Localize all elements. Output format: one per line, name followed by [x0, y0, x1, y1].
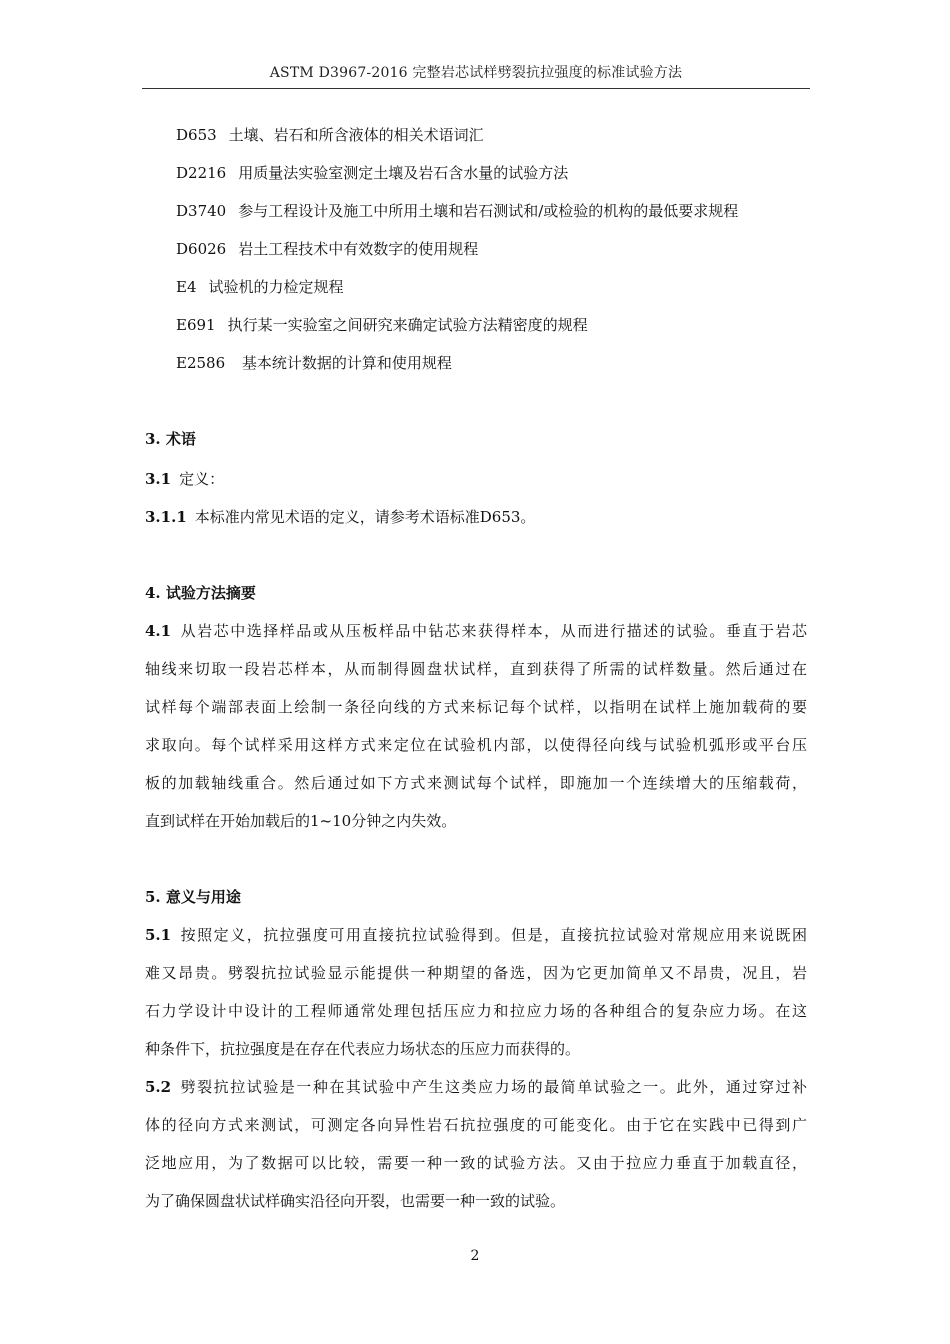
reference-item [176, 353, 452, 373]
reference-text: 岩土工程技术中有效数字的使用规程 [238, 240, 479, 258]
paragraph-4-1-line: 轴线来切取一段岩芯样本，从而制得圆盘状试样，直到获得了所需的试样数量。然后通过在 [145, 660, 807, 678]
reference-item [176, 125, 484, 145]
paragraph-3-1 [145, 469, 807, 489]
running-header: ASTM D3967-2016 完整岩芯试样劈裂抗拉强度的标准试验方法 [269, 65, 683, 81]
reference-text: 执行某一实验室之间研究来确定试验方法精密度的规程 [227, 316, 588, 334]
clause-text: 从岩芯中选择样品或从压板样品中钻芯来获得样本，从而进行描述的试验。垂直于岩芯 [179, 622, 807, 640]
reference-code: D6026 [176, 240, 227, 258]
reference-item [176, 277, 344, 297]
paragraph-5-1-line: 石力学设计中设计的工程师通常处理包括压应力和拉应力场的各种组合的复杂应力场。在这 [145, 1002, 807, 1020]
clause-number: 3.1.1 [145, 508, 187, 526]
reference-text: 试验机的力检定规程 [208, 278, 344, 296]
reference-code: E691 [176, 316, 216, 334]
reference-text: 参与工程设计及施工中所用土壤和岩石测试和/或检验的机构的最低要求规程 [238, 202, 739, 220]
reference-code: E2586 [176, 354, 226, 372]
clause-number: 5.2 [145, 1078, 172, 1096]
paragraph-4-1-line: 求取向。每个试样采用这样方式来定位在试验机内部，以使得径向线与试验机弧形或平台压 [145, 736, 807, 754]
reference-item [176, 239, 478, 259]
clause-number: 4.1 [145, 622, 172, 640]
paragraph-5-2-line: 泛地应用，为了数据可以比较，需要一种一致的试验方法。又由于拉应力垂直于加载直径， [145, 1154, 807, 1172]
paragraph-4-1-line: 板的加载轴线重合。然后通过如下方式来测试每个试样，即施加一个连续增大的压缩载荷， [145, 774, 807, 792]
page-number: 2 [470, 1248, 480, 1264]
paragraph-5-1-line: 难又昂贵。劈裂抗拉试验显示能提供一种期望的备选，因为它更加简单又不昂贵，况且，岩 [145, 964, 807, 982]
clause-text: 劈裂抗拉试验是一种在其试验中产生这类应力场的最简单试验之一。此外，通过穿过补 [179, 1078, 807, 1096]
clause-text: 本标准内常见术语的定义，请参考术语标准D653。 [194, 508, 536, 526]
reference-code: D2216 [176, 164, 227, 182]
reference-item [176, 201, 738, 221]
reference-text: 用质量法实验室测定土壤及岩石含水量的试验方法 [238, 164, 569, 182]
section-4-heading: 4. 试验方法摘要 [145, 584, 256, 602]
paragraph-4-1-line: 试样每个端部表面上绘制一条径向线的方式来标记每个试样，以指明在试样上施加载荷的要 [145, 698, 807, 716]
clause-text: 按照定义，抗拉强度可用直接抗拉试验得到。但是，直接抗拉试验对常规应用来说既困 [179, 926, 807, 944]
paragraph-4-1-line [145, 621, 807, 641]
paragraph-5-1-line [145, 925, 807, 945]
paragraph-5-2-line: 为了确保圆盘状试样确实沿径向开裂，也需要一种一致的试验。 [145, 1192, 566, 1210]
paragraph-3-1-1 [145, 507, 807, 527]
header-divider [142, 88, 810, 89]
section-3-heading: 3. 术语 [145, 430, 196, 448]
reference-item [176, 163, 568, 183]
section-5-heading: 5. 意义与用途 [145, 888, 241, 906]
reference-code: D3740 [176, 202, 227, 220]
reference-code: D653 [176, 126, 217, 144]
paragraph-5-1-line: 种条件下，抗拉强度是在存在代表应力场状态的压应力而获得的。 [145, 1040, 581, 1058]
reference-text: 基本统计数据的计算和使用规程 [237, 354, 452, 372]
reference-item [176, 315, 588, 335]
paragraph-5-2-line [145, 1077, 807, 1097]
clause-number: 5.1 [145, 926, 172, 944]
reference-code: E4 [176, 278, 197, 296]
paragraph-4-1-line: 直到试样在开始加载后的1~10分钟之内失效。 [145, 812, 457, 830]
clause-number: 3.1 [145, 470, 172, 488]
paragraph-5-2-line: 体的径向方式来测试，可测定各向异性岩石抗拉强度的可能变化。由于它在实践中已得到广 [145, 1116, 807, 1134]
clause-text: 定义： [179, 470, 225, 488]
reference-text: 土壤、岩石和所含液体的相关术语词汇 [228, 126, 484, 144]
